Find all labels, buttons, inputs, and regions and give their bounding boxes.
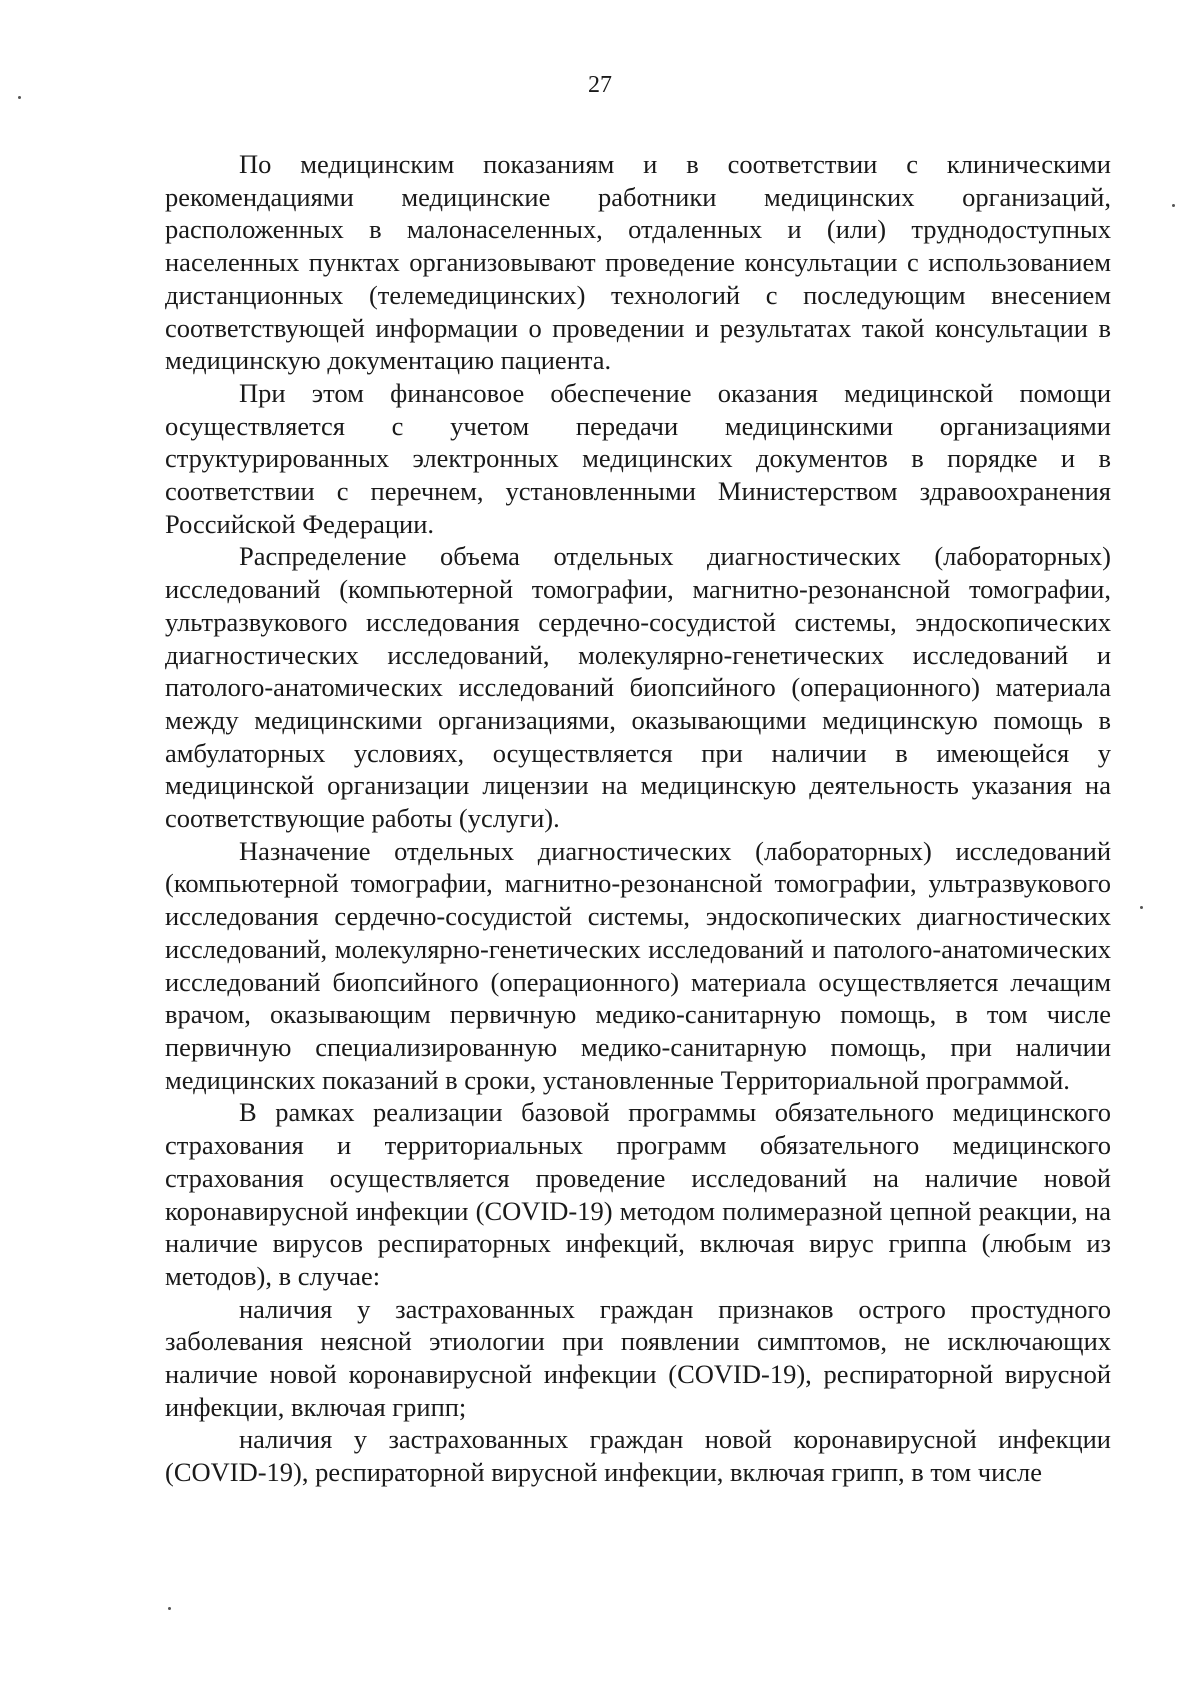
page-number: 27: [588, 72, 612, 98]
paragraph-covid-testing: В рамках реализации базовой программы обязательного медицинского страхования и территориальных программ обязательного медицинского страхования осуществляется проведение исследований на наличие новой коронавирусной инфекции (COVID-19) методом полимеразной цепной реакции, на наличие вирусов респираторных инфекций, включая вирус гриппа (любым из методов), в случае:: [165, 1097, 1111, 1291]
paragraph-financing: При этом финансовое обеспечение оказания медицинской помощи осуществляется с учетом передачи медицинскими организациями структурированных электронных медицинских документов в порядке и в соответствии с перечнем, установленными Министерством здравоохранения Российской Федерации.: [165, 377, 1111, 539]
document-body: [165, 148, 1111, 1489]
scan-speck: [1172, 204, 1175, 207]
scan-speck: [1140, 906, 1143, 909]
paragraph-distribution: Распределение объема отдельных диагностических (лабораторных) исследований (компьютерной томографии, магнитно-резонансной томографии, ультразвукового исследования сердечно-сосудистой системы, эндоскопических диагностических исследований, молекулярно-генетических исследований и патолого-анатомических исследований биопсийного (операционного) материала между медицинскими организациями, оказывающими медицинскую помощь в амбулаторных условиях, осуществляется при наличии в имеющейся у медицинской организации лицензии на медицинскую деятельность указания на соответствующие работы (услуги).: [165, 541, 1111, 834]
scan-speck: [18, 96, 21, 99]
paragraph-case-infection: наличия у застрахованных граждан новой коронавирусной инфекции (COVID-19), респираторной вирусной инфекции, включая грипп, в том числе: [165, 1424, 1111, 1488]
scan-speck: [168, 1607, 171, 1610]
paragraph-case-symptoms: наличия у застрахованных граждан признаков острого простудного заболевания неясной этиологии при появлении симптомов, не исключающих наличие новой коронавирусной инфекции (COVID-19), респираторной вирусной инфекции, включая грипп;: [165, 1293, 1111, 1422]
paragraph-prescription: Назначение отдельных диагностических (лабораторных) исследований (компьютерной томографии, магнитно-резонансной томографии, ультразвукового исследования сердечно-сосудистой системы, эндоскопических диагностических исследований, молекулярно-генетических исследований и патолого-анатомических исследований биопсийного (операционного) материала осуществляется лечащим врачом, оказывающим первичную медико-санитарную помощь, в том числе первичную специализированную медико-санитарную помощь, при наличии медицинских показаний в сроки, установленные Территориальной программой.: [165, 835, 1111, 1095]
paragraph-telemedicine: По медицинским показаниям и в соответствии с клиническими рекомендациями медицинские работники медицинских организаций, расположенных в малонаселенных, отдаленных и (или) труднодоступных населенных пунктах организовывают проведение консультации с использованием дистанционных (телемедицинских) технологий с последующим внесением соответствующей информации о проведении и результатах такой консультации в медицинскую документацию пациента.: [165, 149, 1111, 376]
